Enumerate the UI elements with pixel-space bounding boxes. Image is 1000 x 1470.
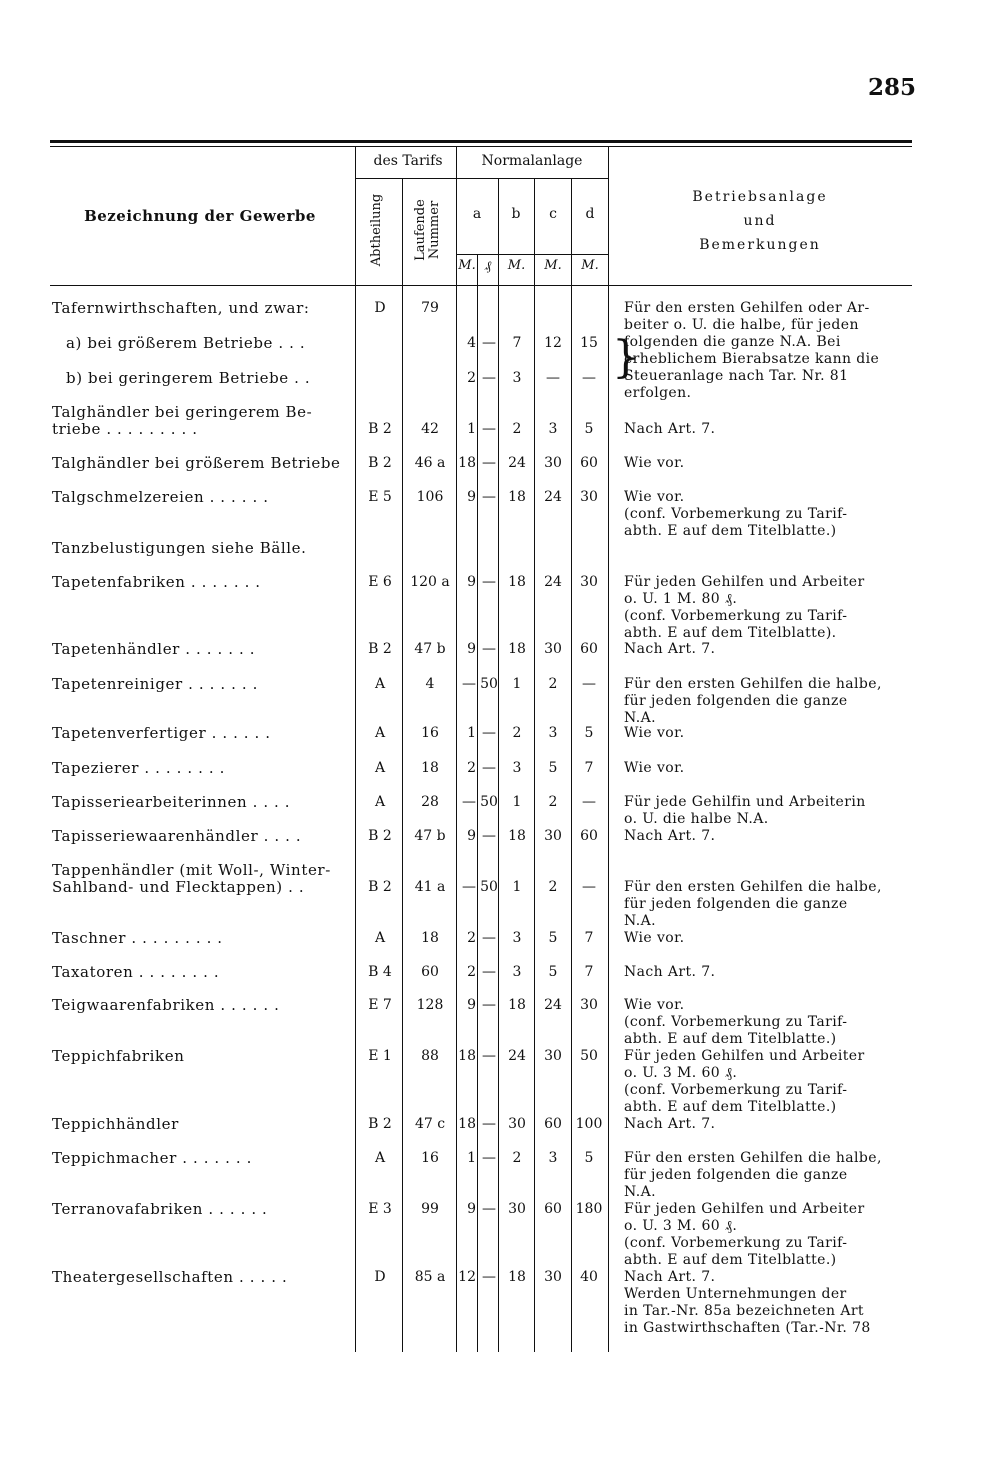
row-remarks: Wie vor.: [624, 455, 685, 471]
row-remarks: Wie vor.: [624, 725, 685, 741]
row-d: 5: [584, 725, 594, 741]
row-b: 18: [508, 828, 526, 844]
row-designation: Tafernwirthschaften, und zwar:: [52, 299, 310, 317]
row-d: —: [582, 879, 596, 895]
row-c: 3: [548, 725, 558, 741]
row-remarks: Nach Art. 7.: [624, 828, 716, 844]
top-rule: [50, 140, 912, 143]
row-number: 47 c: [414, 1116, 446, 1132]
row-c: 60: [544, 1201, 562, 1217]
row-a-mark: —: [462, 794, 476, 810]
laufende-nummer-header: Laufende Nummer: [413, 199, 442, 261]
row-remarks: Für den ersten Gehilfen die halbe, für jeden folgenden die ganze N.A.: [624, 676, 882, 726]
row-designation: Teppichmacher . . . . . . .: [52, 1149, 253, 1167]
row-number: 16: [421, 725, 439, 741]
row-b: 3: [512, 370, 522, 386]
row-remarks: Für jeden Gehilfen und Arbeiter o. U. 3 M. 60 ₰. (conf. Vorbemerkung zu Tarif- abth. E auf dem Titelblatte.): [624, 1048, 865, 1115]
row-designation: Talgschmelzereien . . . . . .: [52, 488, 269, 506]
brace-mark: }: [612, 332, 640, 383]
unit-mark-c: M.: [544, 258, 562, 273]
row-d: 30: [580, 574, 598, 590]
row-b: 30: [508, 1201, 526, 1217]
row-a-pf: —: [482, 1269, 496, 1285]
row-abteilung: B 4: [368, 964, 392, 980]
row-a-mark: 2: [467, 760, 476, 776]
row-a-pf: —: [482, 455, 496, 471]
row-a-mark: 9: [467, 641, 476, 657]
row-b: 24: [508, 455, 526, 471]
row-d: 40: [580, 1269, 598, 1285]
row-a-mark: 2: [467, 930, 476, 946]
row-b: 30: [508, 1116, 526, 1132]
row-designation: Taxatoren . . . . . . . .: [52, 963, 220, 981]
row-c: —: [546, 370, 560, 386]
row-abteilung: B 2: [368, 641, 392, 657]
column-divider: [402, 178, 403, 1352]
row-a-pf: —: [482, 489, 496, 505]
col-b-header: b: [511, 206, 521, 222]
row-a-pf: —: [482, 760, 496, 776]
row-d: 180: [575, 1201, 603, 1217]
row-a-mark: 4: [467, 335, 476, 351]
row-b: 18: [508, 1269, 526, 1285]
header-divider: [355, 178, 608, 179]
row-a-mark: 2: [467, 964, 476, 980]
row-designation: a) bei größerem Betriebe . . .: [66, 334, 306, 352]
row-a-pf: 50: [480, 879, 498, 895]
row-abteilung: A: [374, 1150, 386, 1166]
row-number: 99: [421, 1201, 439, 1217]
row-b: 2: [512, 1150, 522, 1166]
row-number: 85 a: [414, 1269, 446, 1285]
row-abteilung: B 2: [368, 421, 392, 437]
row-b: 2: [512, 725, 522, 741]
row-d: 100: [575, 1116, 603, 1132]
row-a-pf: —: [482, 1048, 496, 1064]
row-abteilung: A: [374, 930, 386, 946]
row-b: 18: [508, 997, 526, 1013]
row-number: 46 a: [414, 455, 446, 471]
row-designation: b) bei geringerem Betriebe . .: [66, 369, 311, 387]
header-divider: [456, 254, 608, 255]
col-d-header: d: [585, 206, 595, 222]
row-abteilung: B 2: [368, 455, 392, 471]
designation-header: Bezeichnung der Gewerbe: [84, 207, 316, 225]
row-remarks: Nach Art. 7.: [624, 964, 716, 980]
row-number: 79: [421, 300, 439, 316]
unit-mark-d: M.: [581, 258, 599, 273]
row-a-mark: 18: [458, 1116, 476, 1132]
row-designation: Tapetenfabriken . . . . . . .: [52, 573, 261, 591]
row-b: 7: [512, 335, 522, 351]
row-d: 5: [584, 421, 594, 437]
row-remarks: Für jeden Gehilfen und Arbeiter o. U. 3 M. 60 ₰. (conf. Vorbemerkung zu Tarif- abth. E auf dem Titelblatte.): [624, 1201, 865, 1268]
row-a-pf: —: [482, 641, 496, 657]
row-c: 30: [544, 1048, 562, 1064]
row-a-mark: 18: [458, 455, 476, 471]
row-number: 120 a: [410, 574, 450, 590]
row-c: 3: [548, 1150, 558, 1166]
row-abteilung: A: [374, 725, 386, 741]
col-c-header: c: [549, 206, 557, 222]
row-abteilung: E 7: [368, 997, 392, 1013]
row-number: 41 a: [414, 879, 446, 895]
row-designation: Teigwaarenfabriken . . . . . .: [52, 996, 280, 1014]
row-designation: Tappenhändler (mit Woll-, Winter- Sahlband- und Flecktappen) . .: [52, 861, 331, 896]
row-a-mark: —: [462, 879, 476, 895]
row-d: 5: [584, 1150, 594, 1166]
row-c: 30: [544, 1269, 562, 1285]
row-a-pf: —: [482, 1116, 496, 1132]
row-c: 2: [548, 879, 558, 895]
row-d: 30: [580, 489, 598, 505]
row-abteilung: B 2: [368, 1116, 392, 1132]
row-d: 60: [580, 828, 598, 844]
row-b: 18: [508, 489, 526, 505]
row-d: 7: [584, 760, 594, 776]
row-d: 7: [584, 930, 594, 946]
row-a-mark: 9: [467, 828, 476, 844]
row-d: —: [582, 370, 596, 386]
row-d: —: [582, 794, 596, 810]
row-c: 5: [548, 760, 558, 776]
row-a-pf: —: [482, 574, 496, 590]
row-abteilung: E 5: [368, 489, 392, 505]
row-a-pf: —: [482, 828, 496, 844]
row-abteilung: B 2: [368, 879, 392, 895]
row-abteilung: A: [374, 760, 386, 776]
row-a-mark: 12: [458, 1269, 476, 1285]
row-a-mark: —: [462, 676, 476, 692]
row-b: 2: [512, 421, 522, 437]
row-d: 30: [580, 997, 598, 1013]
row-c: 5: [548, 930, 558, 946]
row-a-pf: —: [482, 421, 496, 437]
row-a-pf: 50: [480, 794, 498, 810]
row-a-pf: —: [482, 997, 496, 1013]
row-remarks: Wie vor. (conf. Vorbemerkung zu Tarif- abth. E auf dem Titelblatte.): [624, 489, 848, 539]
row-remarks: Für jeden Gehilfen und Arbeiter o. U. 1 M. 80 ₰. (conf. Vorbemerkung zu Tarif- abth. E auf dem Titelblatte).: [624, 574, 865, 641]
row-a-pf: —: [482, 725, 496, 741]
row-a-pf: —: [482, 335, 496, 351]
row-a-pf: —: [482, 370, 496, 386]
row-remarks: Nach Art. 7. Werden Unternehmungen der in Tar.-Nr. 85a bezeichneten Art in Gastwirthschaften (Tar.-Nr. 78: [624, 1269, 871, 1336]
row-remarks: Wie vor.: [624, 760, 685, 776]
row-number: 4: [425, 676, 435, 692]
row-c: 60: [544, 1116, 562, 1132]
row-remarks: Nach Art. 7.: [624, 1116, 716, 1132]
row-abteilung: A: [374, 676, 386, 692]
column-divider: [355, 147, 356, 1352]
row-designation: Talghändler bei größerem Betriebe: [52, 454, 341, 472]
row-remarks: Für den ersten Gehilfen die halbe, für jeden folgenden die ganze N.A.: [624, 1150, 882, 1200]
row-a-pf: 50: [480, 676, 498, 692]
row-c: 30: [544, 641, 562, 657]
row-designation: Tapetenhändler . . . . . . .: [52, 640, 256, 658]
row-abteilung: E 3: [368, 1201, 392, 1217]
row-designation: Tapetenreiniger . . . . . . .: [52, 675, 258, 693]
row-number: 16: [421, 1150, 439, 1166]
row-b: 3: [512, 760, 522, 776]
row-a-mark: 18: [458, 1048, 476, 1064]
row-d: 60: [580, 455, 598, 471]
unit-pf-a: ₰: [484, 259, 492, 274]
row-b: 1: [512, 676, 522, 692]
row-a-pf: —: [482, 964, 496, 980]
row-designation: Theatergesellschaften . . . . .: [52, 1268, 288, 1286]
row-a-mark: 1: [467, 1150, 476, 1166]
column-divider: [477, 255, 478, 1352]
row-designation: Tanzbelustigungen siehe Bälle.: [52, 539, 307, 557]
top-rule-thin: [50, 146, 912, 147]
row-d: 7: [584, 964, 594, 980]
row-d: 50: [580, 1048, 598, 1064]
remarks-header: Betriebsanlage und Bemerkungen: [692, 189, 828, 253]
row-remarks: Nach Art. 7.: [624, 641, 716, 657]
row-c: 30: [544, 828, 562, 844]
page-number: 285: [867, 74, 916, 101]
row-number: 18: [421, 930, 439, 946]
row-number: 128: [416, 997, 444, 1013]
row-designation: Teppichhändler: [52, 1115, 179, 1133]
row-c: 24: [544, 489, 562, 505]
row-b: 18: [508, 641, 526, 657]
row-c: 2: [548, 676, 558, 692]
row-number: 47 b: [414, 641, 446, 657]
row-b: 24: [508, 1048, 526, 1064]
row-number: 18: [421, 760, 439, 776]
row-c: 30: [544, 455, 562, 471]
row-a-mark: 1: [467, 421, 476, 437]
row-designation: Taschner . . . . . . . . .: [52, 929, 223, 947]
row-a-mark: 9: [467, 489, 476, 505]
row-a-pf: —: [482, 1150, 496, 1166]
row-d: —: [582, 676, 596, 692]
row-abteilung: E 6: [368, 574, 392, 590]
row-a-mark: 2: [467, 370, 476, 386]
row-a-mark: 9: [467, 574, 476, 590]
row-abteilung: E 1: [368, 1048, 392, 1064]
row-a-pf: —: [482, 930, 496, 946]
row-b: 18: [508, 574, 526, 590]
row-number: 60: [421, 964, 439, 980]
row-abteilung: D: [374, 1269, 386, 1285]
row-remarks: Wie vor.: [624, 930, 685, 946]
row-b: 3: [512, 930, 522, 946]
row-designation: Talghändler bei geringerem Be- triebe . . . . . . . . .: [52, 403, 313, 438]
row-number: 106: [416, 489, 444, 505]
row-abteilung: D: [374, 300, 386, 316]
row-c: 24: [544, 574, 562, 590]
row-a-pf: —: [482, 1201, 496, 1217]
row-designation: Tapetenverfertiger . . . . . .: [52, 724, 271, 742]
row-c: 12: [544, 335, 562, 351]
row-designation: Terranovafabriken . . . . . .: [52, 1200, 268, 1218]
row-c: 3: [548, 421, 558, 437]
row-a-mark: 9: [467, 1201, 476, 1217]
row-remarks: Für den ersten Gehilfen oder Ar- beiter o. U. die halbe, für jeden folgenden die ganze N.A. Bei erheblichem Bierabsatze kann die Steueranlage nach Tar. Nr. 81 erfolgen.: [624, 300, 880, 401]
row-designation: Tapezierer . . . . . . . .: [52, 759, 225, 777]
unit-mark-a: M.: [458, 258, 476, 273]
row-number: 28: [421, 794, 439, 810]
row-b: 3: [512, 964, 522, 980]
row-c: 5: [548, 964, 558, 980]
row-a-mark: 9: [467, 997, 476, 1013]
row-designation: Teppichfabriken: [52, 1047, 185, 1065]
row-remarks: Für den ersten Gehilfen die halbe, für jeden folgenden die ganze N.A.: [624, 879, 882, 929]
row-d: 60: [580, 641, 598, 657]
row-remarks: Nach Art. 7.: [624, 421, 716, 437]
column-divider: [608, 147, 609, 1352]
unit-mark-b: M.: [507, 258, 526, 273]
col-a-header: a: [472, 206, 482, 222]
row-designation: Tapisseriearbeiterinnen . . . .: [52, 793, 291, 811]
row-abteilung: B 2: [368, 828, 392, 844]
row-b: 1: [512, 794, 522, 810]
row-b: 1: [512, 879, 522, 895]
column-divider: [456, 147, 457, 1352]
row-c: 24: [544, 997, 562, 1013]
row-designation: Tapisseriewaarenhändler . . . .: [52, 827, 302, 845]
tarif-group-header: des Tarifs: [373, 153, 443, 169]
row-a-mark: 1: [467, 725, 476, 741]
row-number: 42: [421, 421, 439, 437]
header-bottom-rule: [50, 285, 912, 286]
row-number: 47 b: [414, 828, 446, 844]
normal-group-header: Normalanlage: [481, 153, 583, 169]
row-abteilung: A: [374, 794, 386, 810]
row-number: 88: [421, 1048, 439, 1064]
row-c: 2: [548, 794, 558, 810]
row-remarks: Für jede Gehilfin und Arbeiterin o. U. die halbe N.A.: [624, 794, 866, 827]
row-remarks: Wie vor. (conf. Vorbemerkung zu Tarif- abth. E auf dem Titelblatte.): [624, 997, 848, 1047]
row-d: 15: [580, 335, 598, 351]
abteilung-header: Abtheilung: [369, 193, 384, 267]
